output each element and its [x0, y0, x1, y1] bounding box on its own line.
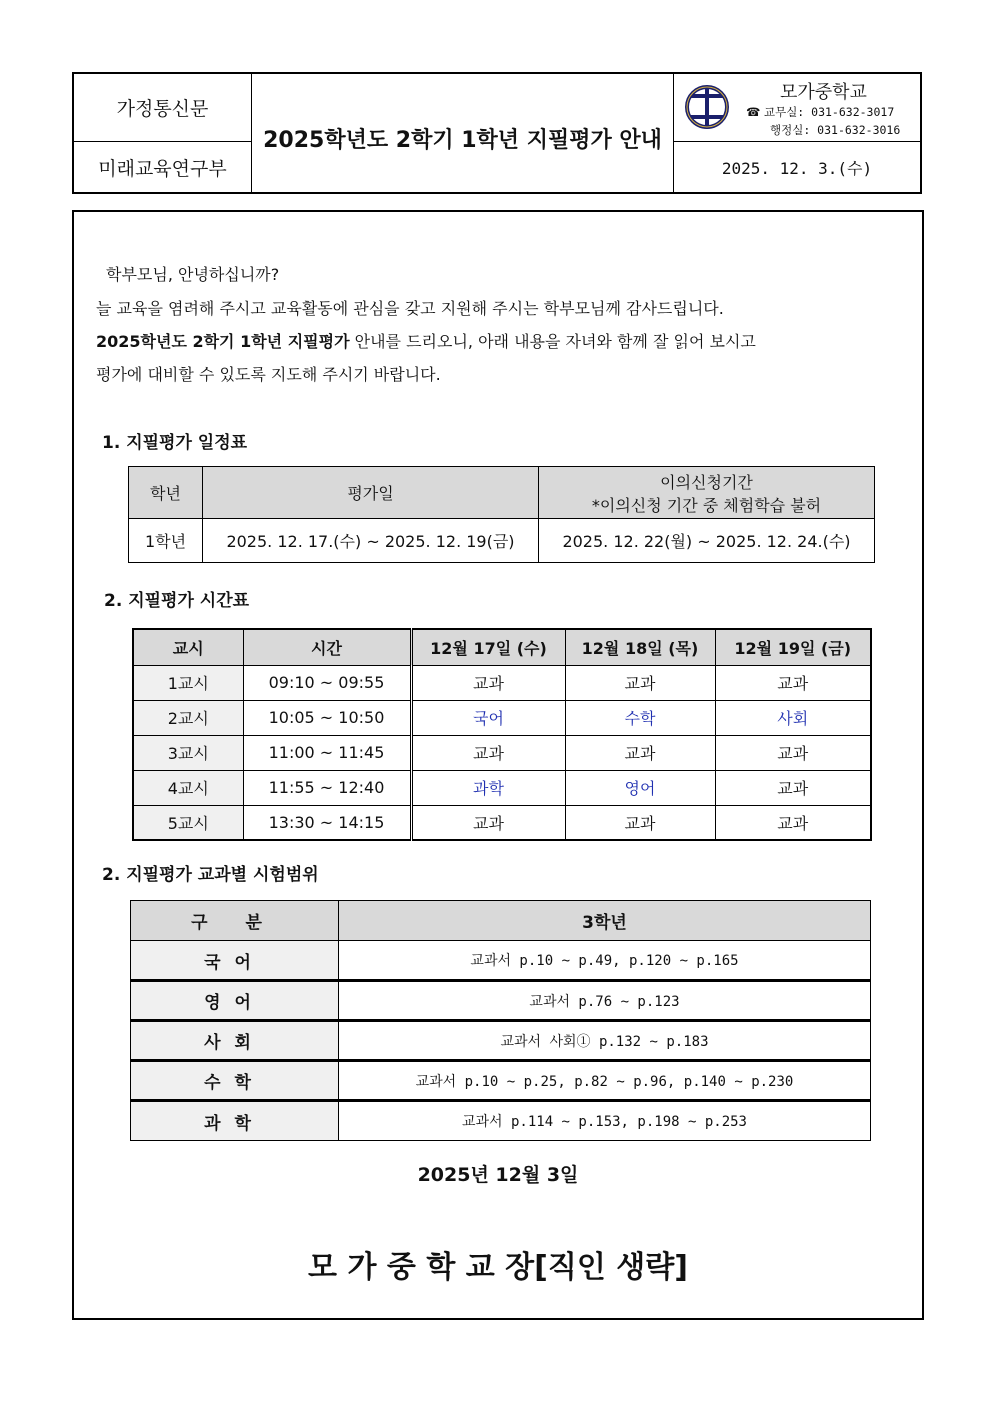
- schedule-header-date: 평가일: [203, 467, 539, 519]
- exam-subject: 교과: [715, 735, 871, 770]
- scope-subject: 과학: [131, 1101, 339, 1141]
- timetable-table: [132, 628, 872, 841]
- scope-subject: 사회: [131, 1021, 339, 1061]
- timetable-header-row: [133, 629, 871, 665]
- scope-table: [130, 900, 871, 1141]
- schedule-table: [128, 466, 875, 563]
- exam-subject: 교과: [715, 665, 871, 700]
- schedule-header-row: [129, 467, 875, 519]
- scope-header-subject: 구 분: [131, 901, 339, 941]
- document-title: 2025학년도 2학기 1학년 지필평가 안내: [252, 74, 674, 192]
- period-time: 09:10 ~ 09:55: [243, 665, 411, 700]
- scope-subject: 영어: [131, 981, 339, 1021]
- exam-subject: 과학: [411, 770, 565, 805]
- scope-header-row: [131, 901, 871, 941]
- letter-date: 2025. 12. 3.(수): [721, 158, 873, 178]
- phone-office: [746, 104, 894, 120]
- timetable-row: [133, 805, 871, 840]
- scope-row: [131, 941, 871, 981]
- intro-line-3: 평가에 대비할 수 있도록 지도해 주시기 바랍니다.: [96, 365, 441, 384]
- scope-range: 교과서 p.114 ~ p.153, p.198 ~ p.253: [339, 1101, 871, 1141]
- schedule-exam-dates: 2025. 12. 17.(수) ~ 2025. 12. 19(금): [203, 519, 539, 563]
- scope-row: [131, 1061, 871, 1101]
- timetable-title: 2. 지필평가 시간표: [104, 591, 250, 611]
- period-label: 4교시: [133, 770, 243, 805]
- period-label: 5교시: [133, 805, 243, 840]
- scope-range: 교과서 p.10 ~ p.49, p.120 ~ p.165: [339, 941, 871, 981]
- footer-date: 2025년 12월 3일: [417, 1164, 579, 1186]
- schedule-row: [129, 519, 875, 563]
- exam-subject: 교과: [715, 805, 871, 840]
- timetable-header-period: 교시: [133, 629, 243, 665]
- intro-line-2: [96, 329, 756, 352]
- phone-admin: 행정실: 031-632-3016: [770, 123, 901, 137]
- scope-row: [131, 1021, 871, 1061]
- scope-subject: 수학: [131, 1061, 339, 1101]
- scope-range: 교과서 p.10 ~ p.25, p.82 ~ p.96, p.140 ~ p.230: [339, 1061, 871, 1101]
- schedule-grade: 1학년: [129, 519, 203, 563]
- exam-subject: 교과: [565, 735, 715, 770]
- intro-highlight: 2025학년도 2학기 1학년 지필평가: [96, 332, 350, 351]
- schedule-header-grade: 학년: [129, 467, 203, 519]
- exam-subject: 교과: [565, 805, 715, 840]
- exam-subject: 교과: [565, 665, 715, 700]
- appeal-period-label: 이의신청기간: [660, 472, 753, 492]
- period-label: 2교시: [133, 700, 243, 735]
- greeting: 학부모님, 안녕하십니까?: [106, 265, 280, 284]
- timetable-header-day3: 12월 19일 (금): [715, 629, 871, 665]
- school-info: [674, 74, 920, 142]
- school-logo-icon: [684, 84, 730, 130]
- intro-line-1: 늘 교육을 염려해 주시고 교육활동에 관심을 갖고 지원해 주시는 학부모님께 감사드립니다.: [96, 299, 724, 318]
- period-label: 1교시: [133, 665, 243, 700]
- phone-icon: ☎: [746, 105, 761, 119]
- letter-header: [72, 72, 922, 194]
- scope-row: [131, 981, 871, 1021]
- scope-range: 교과서 사회① p.132 ~ p.183: [339, 1021, 871, 1061]
- exam-subject: 영어: [565, 770, 715, 805]
- timetable-header-time: 시간: [243, 629, 411, 665]
- timetable-header-day1: 12월 17일 (수): [411, 629, 565, 665]
- timetable-row: [133, 665, 871, 700]
- scope-range: 교과서 p.76 ~ p.123: [339, 981, 871, 1021]
- department-name: 미래교육연구부: [74, 142, 252, 192]
- schedule-appeal-dates: 2025. 12. 22(월) ~ 2025. 12. 24.(수): [539, 519, 875, 563]
- exam-subject: 교과: [411, 805, 565, 840]
- period-time: 11:55 ~ 12:40: [243, 770, 411, 805]
- period-time: 11:00 ~ 11:45: [243, 735, 411, 770]
- principal-signature: 모 가 중 학 교 장[직인 생략]: [308, 1250, 688, 1285]
- period-time: 10:05 ~ 10:50: [243, 700, 411, 735]
- exam-subject: 교과: [715, 770, 871, 805]
- timetable-row: [133, 770, 871, 805]
- exam-subject: 국어: [411, 700, 565, 735]
- intro-line-2-rest: 안내를 드리오니, 아래 내용을 자녀와 함께 잘 읽어 보시고: [349, 332, 756, 351]
- school-name: 모가중학교: [780, 82, 867, 103]
- exam-subject: 수학: [565, 700, 715, 735]
- timetable-row: [133, 700, 871, 735]
- period-time: 13:30 ~ 14:15: [243, 805, 411, 840]
- period-label: 3교시: [133, 735, 243, 770]
- letter-category: 가정통신문: [74, 74, 252, 142]
- exam-subject: 사회: [715, 700, 871, 735]
- phone-office-text: 교무실: 031-632-3017: [763, 105, 895, 119]
- appeal-note: *이의신청 기간 중 체험학습 불허: [591, 495, 822, 515]
- letter-body: [72, 210, 924, 1320]
- exam-subject: 교과: [411, 735, 565, 770]
- exam-subject: 교과: [411, 665, 565, 700]
- scope-subject: 국어: [131, 941, 339, 981]
- timetable-row: [133, 735, 871, 770]
- scope-title: 2. 지필평가 교과별 시험범위: [102, 865, 319, 885]
- schedule-title: 1. 지필평가 일정표: [102, 433, 248, 453]
- scope-header-grade: 3학년: [339, 901, 871, 941]
- timetable-header-day2: 12월 18일 (목): [565, 629, 715, 665]
- schedule-header-appeal: [539, 467, 875, 519]
- scope-row: [131, 1101, 871, 1141]
